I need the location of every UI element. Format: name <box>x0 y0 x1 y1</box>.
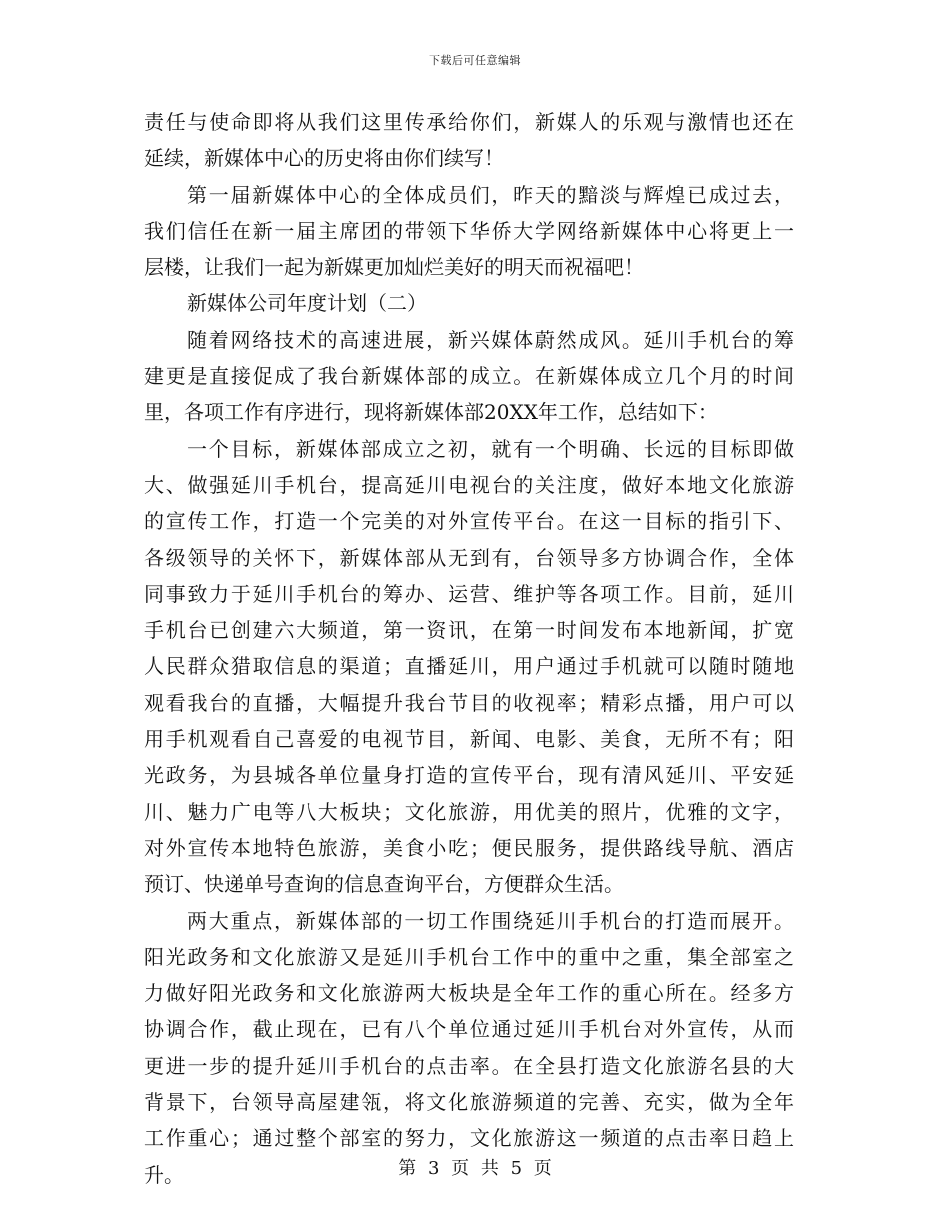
page-header: 下载后可任意编辑 <box>429 54 521 67</box>
text-line: 层楼，让我们一起为新媒更加灿烂美好的明天而祝福吧！ <box>144 255 644 280</box>
text-line: 工作重心；通过整个部室的努力，文化旅游这一频道的点击率日趋上 <box>144 1126 794 1151</box>
text-line: 建更是直接促成了我台新媒体部的成立。在新媒体成立几个月的时间 <box>144 364 794 389</box>
text-line: 延续，新媒体中心的历史将由你们续写！ <box>144 146 504 171</box>
text-line: 阳光政务和文化旅游又是延川手机台工作中的重中之重，集全部室之 <box>144 944 794 969</box>
text-line: 协调合作，截止现在，已有八个单位通过延川手机台对外宣传，从而 <box>144 1017 794 1042</box>
text-line: 川、魅力广电等八大板块；文化旅游，用优美的照片，优雅的文字， <box>144 799 794 824</box>
text-line: 各级领导的关怀下，新媒体部从无到有，台领导多方协调合作，全体 <box>144 545 794 570</box>
text-line: 更进一步的提升延川手机台的点击率。在全县打造文化旅游名县的大 <box>144 1053 794 1078</box>
text-line: 光政务，为县城各单位量身打造的宣传平台，现有清风延川、平安延 <box>144 763 794 788</box>
page-number: 第 3 页 共 5 页 <box>398 1158 552 1179</box>
text-line: 升。 <box>144 1162 184 1187</box>
document-body <box>144 104 794 1193</box>
text-line: 两大重点，新媒体部的一切工作围绕延川手机台的打造而展开。 <box>187 908 794 933</box>
text-line: 第一届新媒体中心的全体成员们，昨天的黯淡与辉煌已成过去， <box>187 182 794 207</box>
text-line: 人民群众猎取信息的渠道；直播延川，用户通过手机就可以随时随地 <box>144 654 794 679</box>
text-line: 我们信任在新一届主席团的带领下华侨大学网络新媒体中心将更上一 <box>144 218 794 243</box>
text-line: 力做好阳光政务和文化旅游两大板块是全年工作的重心所在。经多方 <box>144 981 794 1006</box>
text-line: 观看我台的直播，大幅提升我台节目的收视率；精彩点播，用户可以 <box>144 690 794 715</box>
text-line: 一个目标，新媒体部成立之初，就有一个明确、长远的目标即做 <box>187 436 794 461</box>
text-line: 同事致力于延川手机台的筹办、运营、维护等各项工作。目前，延川 <box>144 581 794 606</box>
text-line: 背景下，台领导高屋建瓴，将文化旅游频道的完善、充实，做为全年 <box>144 1090 794 1115</box>
text-line: 预订、快递单号查询的信息查询平台，方便群众生活。 <box>144 872 624 897</box>
text-line: 责任与使命即将从我们这里传承给你们，新媒人的乐观与激情也还在 <box>144 110 794 134</box>
text-line: 用手机观看自己喜爱的电视节目，新闻、电影、美食，无所不有；阳 <box>144 727 794 752</box>
text-line: 里，各项工作有序进行，现将新媒体部20XX年工作，总结如下： <box>144 400 718 425</box>
text-line: 对外宣传本地特色旅游，美食小吃；便民服务，提供路线导航、酒店 <box>144 835 794 860</box>
text-line: 新媒体公司年度计划（二） <box>187 291 427 316</box>
text-line: 的宣传工作，打造一个完美的对外宣传平台。在这一目标的指引下、 <box>144 509 794 534</box>
text-line: 大、做强延川手机台，提高延川电视台的关注度，做好本地文化旅游 <box>144 472 794 497</box>
text-line: 手机台已创建六大频道，第一资讯，在第一时间发布本地新闻，扩宽 <box>144 618 794 643</box>
text-line: 随着网络技术的高速进展，新兴媒体蔚然成风。延川手机台的筹 <box>187 327 794 352</box>
